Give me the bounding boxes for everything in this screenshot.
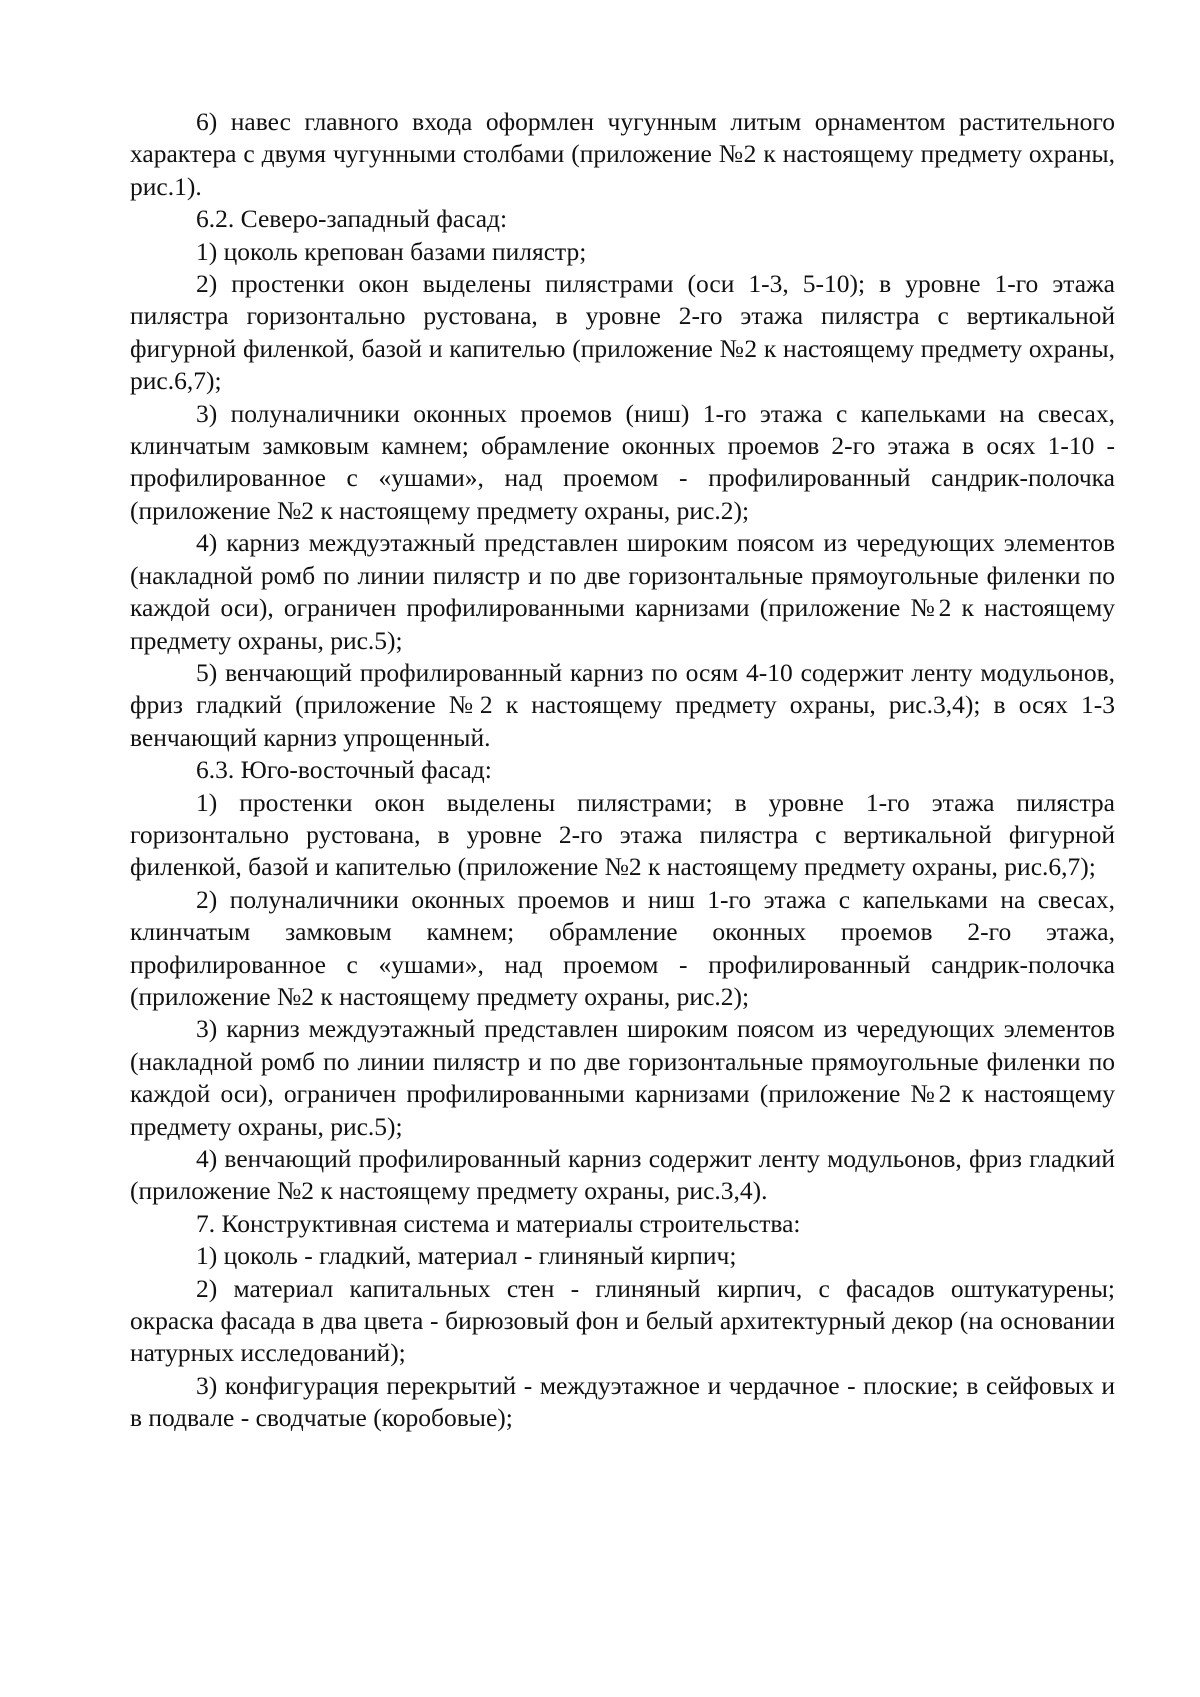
paragraph-plinth-material: 1) цоколь - гладкий, материал - глиняный кирпич; <box>196 1241 737 1271</box>
section-heading-southeast-facade: 6.3. Юго-восточный фасад: <box>196 755 492 785</box>
document-page <box>130 106 1115 1435</box>
paragraph-wall-material: 2) материал капитальных стен - глиняный кирпич, с фасадов оштукатурены; окраска фасада в два цвета - бирюзовый фон и белый архитектурный декор (на основании натурных исследований); <box>130 1273 1115 1368</box>
paragraph-intermediate-cornice-southeast: 3) карниз междуэтажный представлен широким поясом из чередующих элементов (накладной ромб по линии пилястр и по две горизонтальные прямоугольные филенки по каждой оси), ограничен профилированными карнизами (приложение №2 к настоящему предмету охраны, рис.5); <box>130 1014 1115 1141</box>
paragraph-window-piers-southeast: 1) простенки окон выделены пилястрами; в уровне 1-го этажа пилястра горизонтально рустована, в уровне 2-го этажа пилястра с вертикальной фигурной филенкой, базой и капителью (приложение №2 к настоящему предмету охраны, рис.6,7); <box>130 787 1115 882</box>
paragraph-crowning-cornice: 5) венчающий профилированный карниз по осям 4-10 содержит ленту модульонов, фриз гладкий (приложение №2 к настоящему предмету охраны, рис.3,4); в осях 1-3 венчающий карниз упрощенный. <box>130 657 1115 752</box>
paragraph-floor-configuration: 3) конфигурация перекрытий - междуэтажное и чердачное - плоские; в сейфовых и в подвале - сводчатые (коробовые); <box>130 1370 1115 1433</box>
paragraph-window-piers: 2) простенки окон выделены пилястрами (оси 1-3, 5-10); в уровне 1-го этажа пилястра горизонтально рустована, в уровне 2-го этажа пилястра с вертикальной фигурной филенкой, базой и капителью (приложение №2 к настоящему предмету охраны, рис.6,7); <box>130 269 1115 396</box>
paragraph-window-surrounds: 3) полуналичники оконных проемов (ниш) 1-го этажа с капельками на свесах, клинчатым замковым камнем; обрамление оконных проемов 2-го этажа в осях 1-10 - профилированное с «ушами», над проемом - профилированный сандрик-полочка (приложение №2 к настоящему предмету охраны, рис.2); <box>130 398 1115 525</box>
paragraph-entrance-canopy: 6) навес главного входа оформлен чугунным литым орнаментом растительного характера с двумя чугунными столбами (приложение №2 к настоящему предмету охраны, рис.1). <box>130 107 1115 201</box>
paragraph-intermediate-cornice: 4) карниз междуэтажный представлен широким поясом из чередующих элементов (накладной ромб по линии пилястр и по две горизонтальные прямоугольные филенки по каждой оси), ограничен профилированными карнизами (приложение №2 к настоящему предмету охраны, рис.5); <box>130 528 1115 655</box>
section-heading-construction-system: 7. Конструктивная система и материалы строительства: <box>196 1208 801 1238</box>
paragraph-window-surrounds-southeast: 2) полуналичники оконных проемов и ниш 1-го этажа с капельками на свесах, клинчатым замковым камнем; обрамление оконных проемов 2-го этажа, профилированное с «ушами», над проемом - профилированный сандрик-полочка (приложение №2 к настоящему предмету охраны, рис.2); <box>130 884 1115 1011</box>
paragraph-crowning-cornice-southeast: 4) венчающий профилированный карниз содержит ленту модульонов, фриз гладкий (приложение №2 к настоящему предмету охраны, рис.3,4). <box>130 1144 1115 1206</box>
section-heading-northwest-facade: 6.2. Северо-западный фасад: <box>196 204 508 234</box>
paragraph-plinth: 1) цоколь крепован базами пилястр; <box>196 236 587 266</box>
